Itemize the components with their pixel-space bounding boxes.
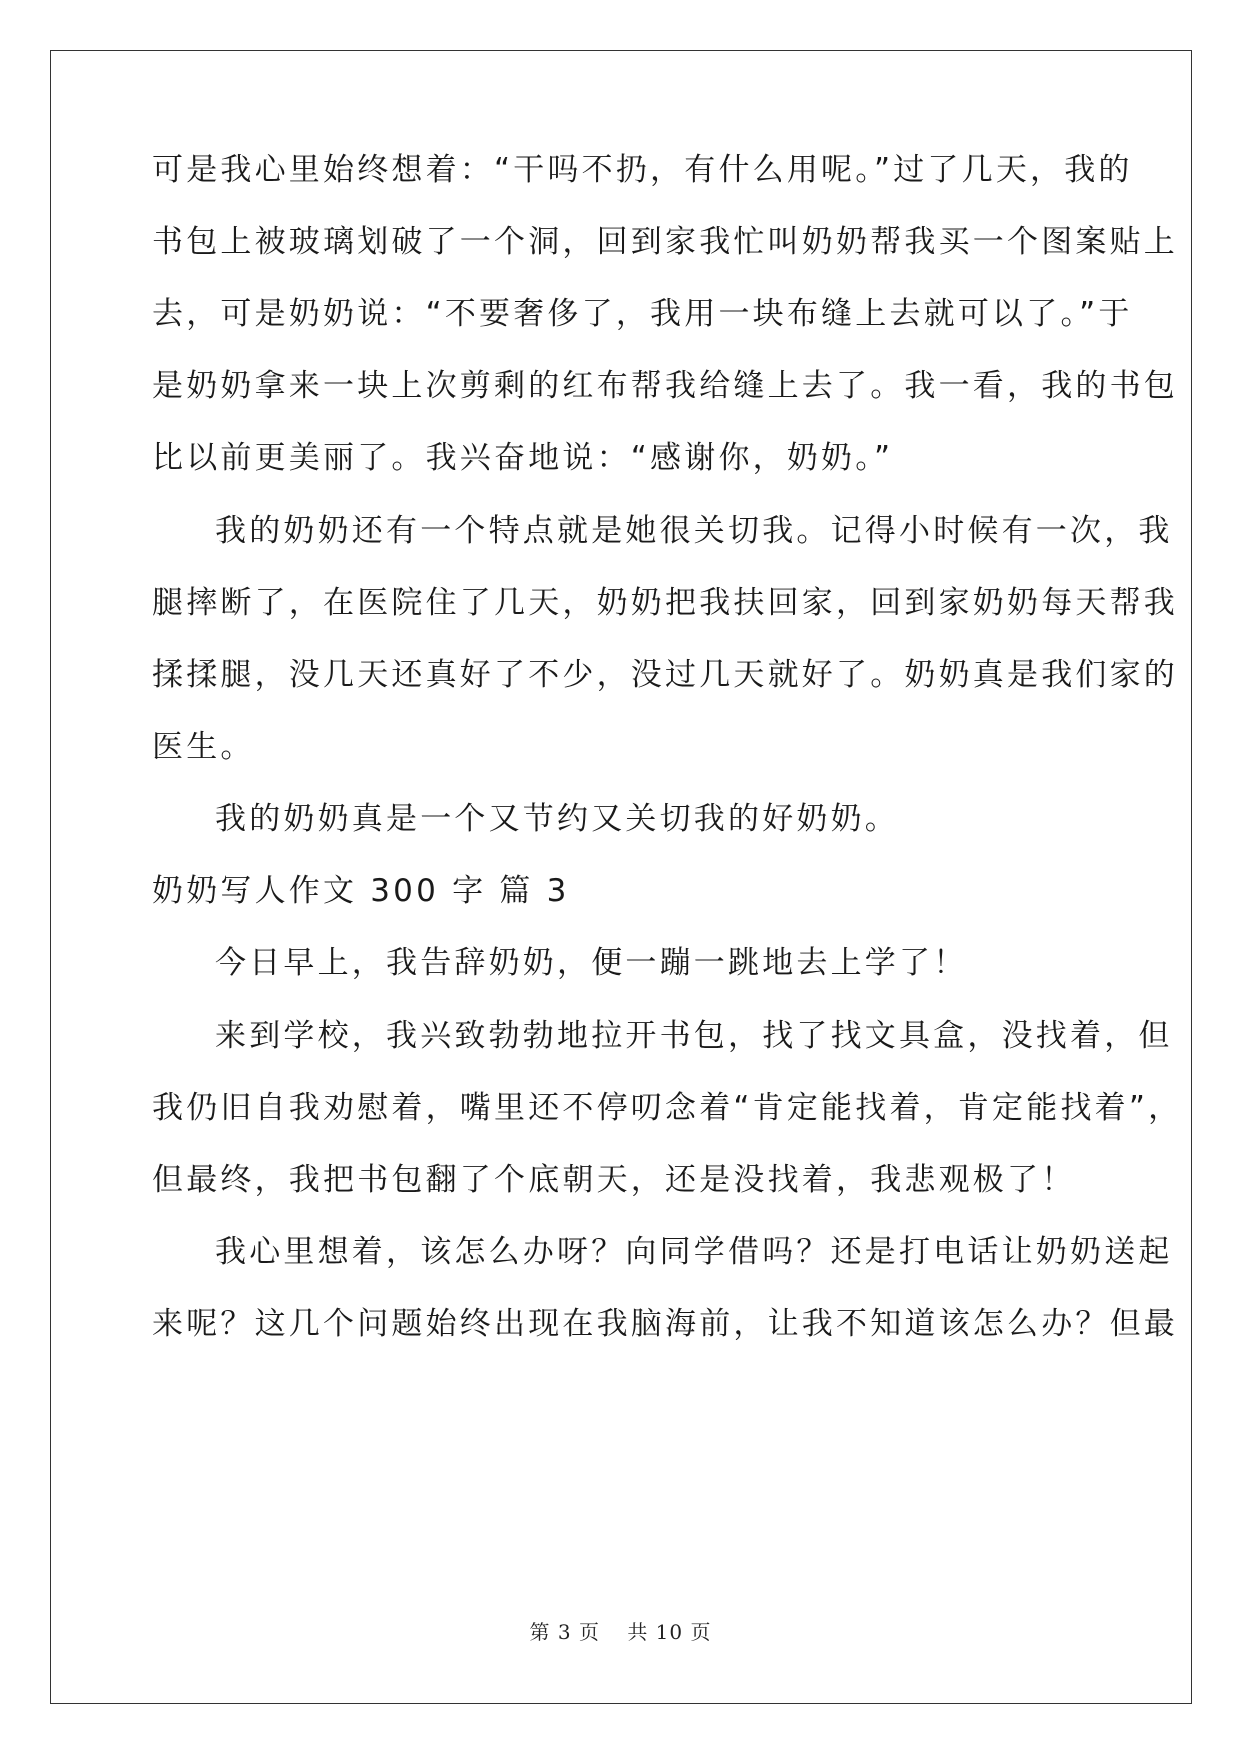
text-line-6: 我的奶奶还有一个特点就是她很关切我。记得小时候有一次，我 <box>215 513 1173 549</box>
text-line-5: 比以前更美丽了。我兴奋地说：“感谢你，奶奶。” <box>152 440 894 476</box>
text-line-4: 是奶奶拿来一块上次剪剩的红布帮我给缝上去了。我一看，我的书包 <box>152 368 1178 404</box>
section-heading: 奶奶写人作文 300 字 篇 3 <box>152 873 570 909</box>
page-number: 第 3 页 <box>529 1620 600 1644</box>
text-line-8: 揉揉腿，没几天还真好了不少，没过几天就好了。奶奶真是我们家的 <box>152 657 1178 693</box>
text-line-15: 但最终，我把书包翻了个底朝天，还是没找着，我悲观极了！ <box>152 1162 1076 1198</box>
text-line-1: 可是我心里始终想着：“干吗不扔，有什么用呢。”过了几天，我的 <box>152 152 1133 188</box>
text-line-14: 我仍旧自我劝慰着，嘴里还不停叨念着“肯定能找着，肯定能找着”， <box>152 1090 1183 1126</box>
text-line-10: 我的奶奶真是一个又节约又关切我的好奶奶。 <box>215 801 899 837</box>
text-line-16: 我心里想着，该怎么办呀？向同学借吗？还是打电话让奶奶送起 <box>215 1234 1173 1270</box>
text-line-7: 腿摔断了，在医院住了几天，奶奶把我扶回家，回到家奶奶每天帮我 <box>152 585 1178 621</box>
text-line-2: 书包上被玻璃划破了一个洞，回到家我忙叫奶奶帮我买一个图案贴上 <box>152 224 1178 260</box>
page-footer <box>0 1616 1241 1645</box>
text-line-17: 来呢？这几个问题始终出现在我脑海前，让我不知道该怎么办？但最 <box>152 1306 1178 1342</box>
text-line-12: 今日早上，我告辞奶奶，便一蹦一跳地去上学了！ <box>215 945 968 981</box>
text-line-9: 医生。 <box>152 729 255 765</box>
page-total: 共 10 页 <box>627 1620 712 1644</box>
text-line-3: 去，可是奶奶说：“不要奢侈了，我用一块布缝上去就可以了。”于 <box>152 296 1133 332</box>
text-line-13: 来到学校，我兴致勃勃地拉开书包，找了找文具盒，没找着，但 <box>215 1018 1173 1054</box>
